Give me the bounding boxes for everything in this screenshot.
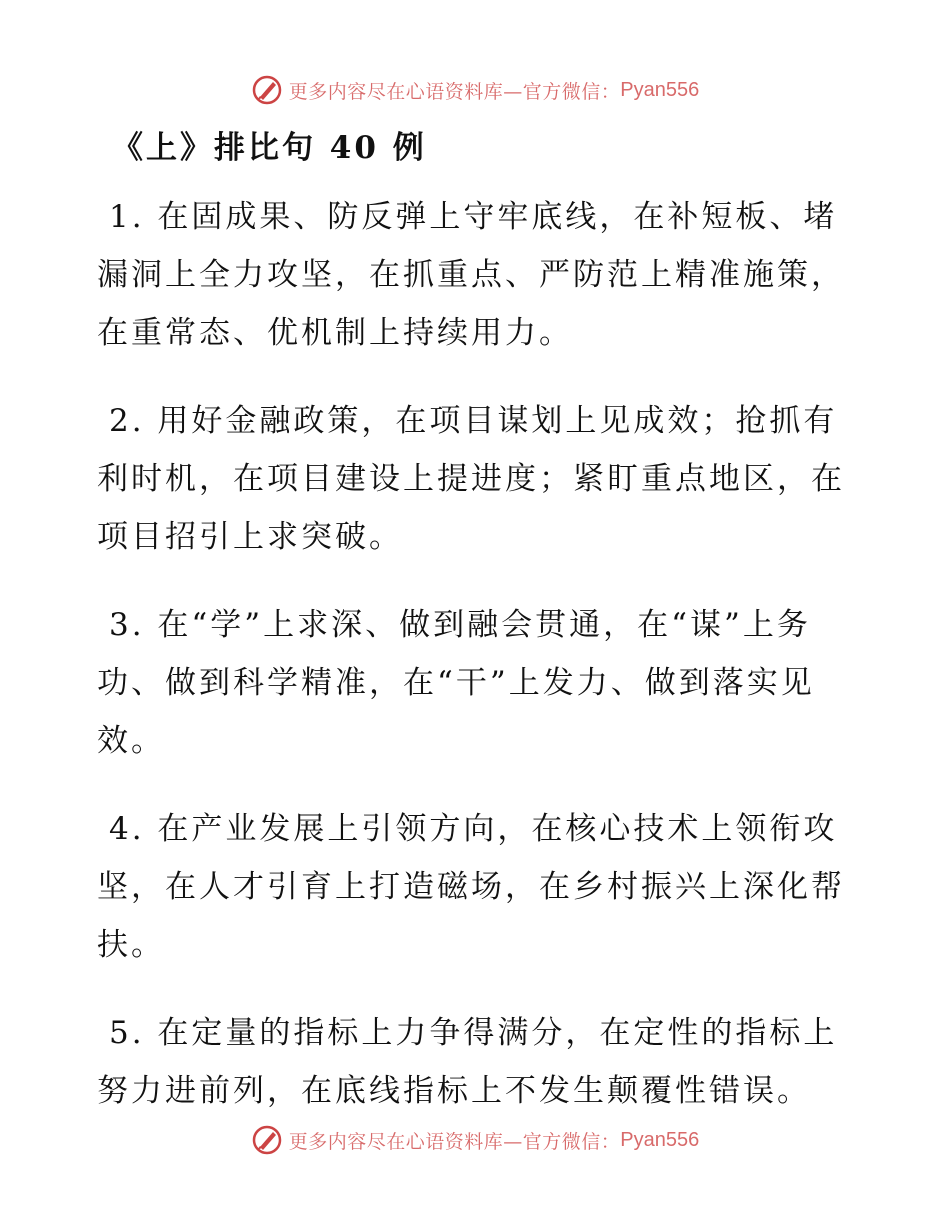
seal-pen-icon [251, 1124, 283, 1156]
seal-pen-icon [251, 74, 283, 106]
paragraph-1: 1. 在固成果、防反弹上守牢底线，在补短板、堵漏洞上全力攻坚，在抓重点、严防范上精准施策，在重常态、优机制上持续用力。 [97, 199, 845, 351]
watermark-text: 更多内容尽在心语资料库—官方微信： [288, 80, 621, 103]
paragraph-4: 4. 在产业发展上引领方向，在核心技术上领衔攻坚，在人才引育上打造磁场，在乡村振兴上深化帮扶。 [97, 811, 845, 963]
footer-watermark [0, 1120, 950, 1160]
document-body [97, 188, 857, 1150]
paragraph-5: 5. 在定量的指标上力争得满分，在定性的指标上努力进前列，在底线指标上不发生颠覆性错误。 [97, 1015, 838, 1109]
watermark-wechat-id: Pyan556 [620, 78, 700, 101]
page-title: 《上》排比句 40 例 [112, 130, 427, 166]
watermark-text: 更多内容尽在心语资料库—官方微信： [288, 1130, 621, 1153]
watermark-wechat-id: Pyan556 [620, 1128, 700, 1151]
paragraph-2: 2. 用好金融政策，在项目谋划上见成效；抢抓有利时机，在项目建设上提进度；紧盯重点地区，在项目招引上求突破。 [97, 403, 845, 555]
header-watermark [0, 70, 950, 110]
paragraph-3: 3. 在“学”上求深、做到融会贯通，在“谋”上务功、做到科学精准，在“干”上发力、做到落实见效。 [97, 607, 815, 759]
